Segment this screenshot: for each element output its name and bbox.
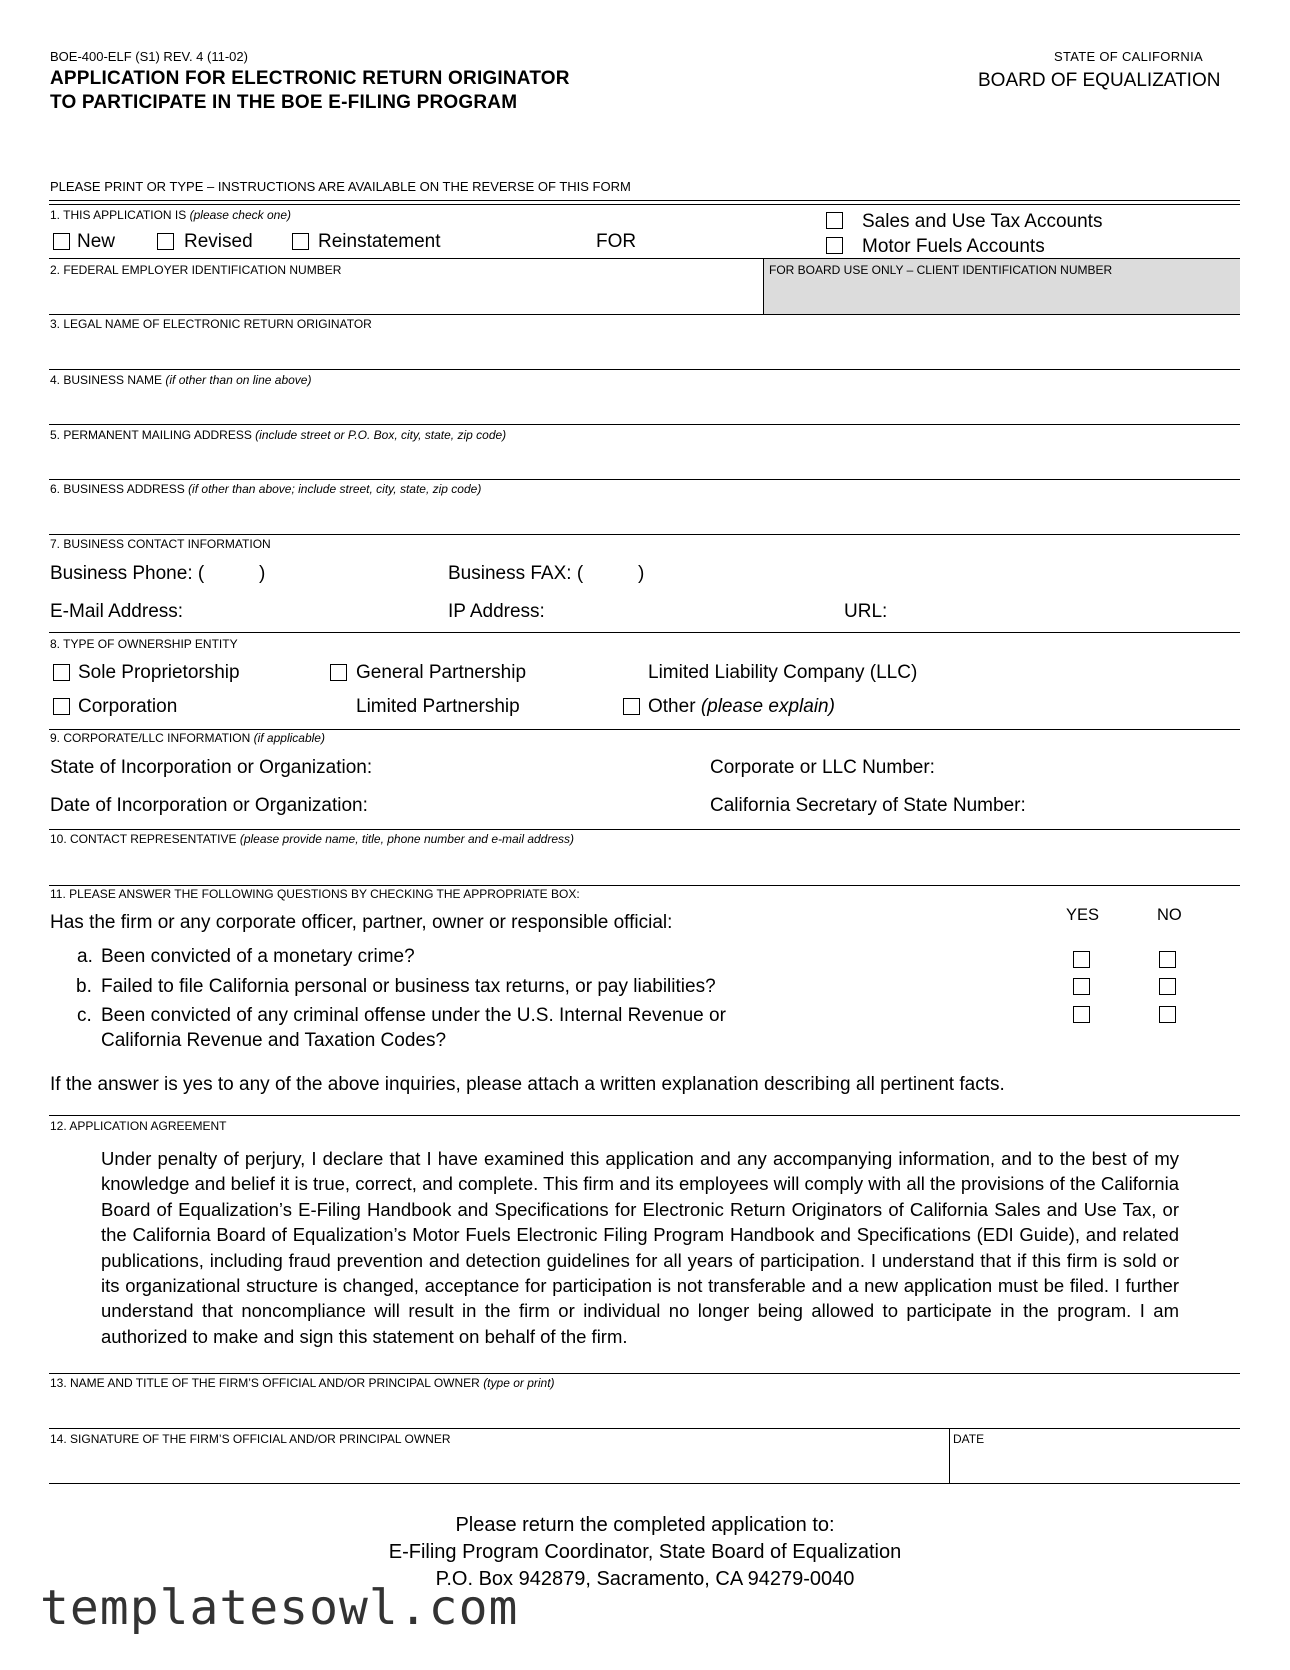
contact-representative-field[interactable]	[50, 848, 1240, 882]
sec6-label: 6. BUSINESS ADDRESS (if other than above; include street, city, state, zip code)	[50, 482, 482, 496]
question-b-no-checkbox[interactable]	[1159, 978, 1176, 995]
sec2-label: 2. FEDERAL EMPLOYER IDENTIFICATION NUMBER	[50, 263, 342, 277]
question-a-text: Been convicted of a monetary crime?	[101, 946, 415, 967]
url-field[interactable]	[894, 598, 1234, 624]
application-agreement-text: Under penalty of perjury, I declare that I have examined this application and any accompanying information, and to the best of my knowledge and belief it is true, correct, and complete. This firm and its employees will comply with all the provisions of the California Board of Equalization’s E-Filing Handbook and Specifications for Electronic Return Originators of California Sales and Use Tax, or the California Board of Equalization’s Motor Fuels Electronic Filing Program Handbook and Specifications (EDI Guide), and related publications, including fraud prevention and detection guidelines for all years of participation. I understand that if this firm is sold or its organizational structure is changed, acceptance for participation is not transferable and a new application must be filed. I further understand that noncompliance will result in the firm or individual no longer being allowed to participate in the program. I am authorized to make and sign this statement on behalf of the firm.	[101, 1148, 1179, 1347]
secretary-of-state-number-field[interactable]	[1032, 792, 1234, 818]
question-c-text-line1: Been convicted of any criminal offense under the U.S. Internal Revenue or	[101, 1005, 726, 1026]
question-a-letter: a.	[77, 946, 93, 967]
date-label: DATE	[953, 1432, 985, 1446]
question-a-yes-checkbox[interactable]	[1073, 951, 1090, 968]
state-of-incorporation-field[interactable]	[382, 754, 702, 780]
sec7-label: 7. BUSINESS CONTACT INFORMATION	[50, 537, 271, 551]
agency-label: BOARD OF EQUALIZATION	[978, 70, 1221, 91]
business-phone-field[interactable]	[280, 560, 440, 586]
sole-proprietorship-checkbox[interactable]	[53, 664, 70, 681]
sec1-label: 1. THIS APPLICATION IS (please check one)	[50, 208, 291, 222]
corporation-label: Corporation	[78, 696, 178, 717]
corporation-checkbox[interactable]	[53, 698, 70, 715]
revised-checkbox[interactable]	[157, 233, 174, 250]
question-b-text: Failed to file California personal or business tax returns, or pay liabilities?	[101, 976, 716, 997]
fein-field[interactable]	[50, 278, 755, 312]
business-phone-label: Business Phone: (	[50, 563, 205, 584]
signature-field[interactable]	[50, 1448, 940, 1482]
state-of-incorporation-label: State of Incorporation or Organization:	[50, 757, 373, 778]
sec14-label: 14. SIGNATURE OF THE FIRM’S OFFICIAL AND/OR PRINCIPAL OWNER	[50, 1432, 451, 1446]
board-use-label: FOR BOARD USE ONLY – CLIENT IDENTIFICATION NUMBER	[769, 263, 1113, 277]
ip-address-field[interactable]	[556, 598, 826, 624]
sec11-question: Has the firm or any corporate officer, partner, owner or responsible official:	[50, 912, 673, 933]
sole-proprietorship-label: Sole Proprietorship	[78, 662, 240, 683]
question-c-text-line2: California Revenue and Taxation Codes?	[101, 1030, 447, 1051]
sec11-label: 11. PLEASE ANSWER THE FOLLOWING QUESTIONS BY CHECKING THE APPROPRIATE BOX:	[50, 887, 580, 901]
corporate-number-field[interactable]	[944, 754, 1234, 780]
general-partnership-label: General Partnership	[356, 662, 527, 683]
other-entity-label: Other (please explain)	[648, 696, 835, 717]
question-a-no-checkbox[interactable]	[1159, 951, 1176, 968]
form-title-line2: TO PARTICIPATE IN THE BOE E-FILING PROGRAM	[50, 92, 518, 113]
form-title-line1: APPLICATION FOR ELECTRONIC RETURN ORIGINATOR	[50, 68, 570, 89]
motor-fuels-label: Motor Fuels Accounts	[862, 236, 1045, 257]
question-b-yes-checkbox[interactable]	[1073, 978, 1090, 995]
sales-tax-checkbox[interactable]	[826, 212, 843, 229]
question-c-yes-checkbox[interactable]	[1073, 1006, 1090, 1023]
general-partnership-checkbox[interactable]	[330, 664, 347, 681]
other-entity-checkbox[interactable]	[623, 698, 640, 715]
corporate-number-label: Corporate or LLC Number:	[710, 757, 935, 778]
url-label: URL:	[844, 601, 888, 622]
official-name-title-field[interactable]	[50, 1392, 1240, 1426]
business-fax-close: )	[638, 563, 645, 584]
sec5-label: 5. PERMANENT MAILING ADDRESS (include street or P.O. Box, city, state, zip code)	[50, 428, 507, 442]
limited-partnership-label: Limited Partnership	[356, 696, 520, 717]
business-name-field[interactable]	[50, 388, 1240, 422]
return-instructions-line1: Please return the completed application to:	[455, 1514, 835, 1536]
date-of-incorporation-label: Date of Incorporation or Organization:	[50, 795, 368, 816]
sec3-label: 3. LEGAL NAME OF ELECTRONIC RETURN ORIGINATOR	[50, 317, 372, 331]
reinstatement-checkbox[interactable]	[292, 233, 309, 250]
llc-label: Limited Liability Company (LLC)	[648, 662, 918, 683]
email-field[interactable]	[192, 598, 432, 624]
business-phone-close: )	[259, 563, 266, 584]
yes-column-header: YES	[1066, 906, 1100, 924]
question-c-letter: c.	[77, 1005, 92, 1026]
sec11-note: If the answer is yes to any of the above inquiries, please attach a written explanation describing all pertinent facts.	[50, 1074, 1005, 1095]
date-field[interactable]	[953, 1448, 1239, 1482]
new-label: New	[77, 231, 116, 252]
business-fax-field[interactable]	[660, 560, 1220, 586]
new-checkbox[interactable]	[53, 233, 70, 250]
motor-fuels-checkbox[interactable]	[826, 237, 843, 254]
email-label: E-Mail Address:	[50, 601, 184, 622]
instructions: PLEASE PRINT OR TYPE – INSTRUCTIONS ARE AVAILABLE ON THE REVERSE OF THIS FORM	[50, 179, 631, 194]
sales-tax-label: Sales and Use Tax Accounts	[862, 211, 1103, 232]
return-instructions-line3: P.O. Box 942879, Sacramento, CA 94279-0040	[435, 1568, 855, 1590]
for-label: FOR	[596, 231, 637, 252]
sec12-label: 12. APPLICATION AGREEMENT	[50, 1119, 227, 1133]
sec4-label: 4. BUSINESS NAME (if other than on line above)	[50, 373, 312, 387]
sec13-label: 13. NAME AND TITLE OF THE FIRM’S OFFICIAL AND/OR PRINCIPAL OWNER (type or print)	[50, 1376, 555, 1390]
sec10-label: 10. CONTACT REPRESENTATIVE (please provide name, title, phone number and e-mail address)	[50, 832, 575, 846]
ip-address-label: IP Address:	[448, 601, 545, 622]
revised-label: Revised	[184, 231, 253, 252]
date-of-incorporation-field[interactable]	[378, 792, 702, 818]
no-column-header: NO	[1157, 906, 1182, 924]
return-instructions-line2: E-Filing Program Coordinator, State Board of Equalization	[388, 1541, 902, 1563]
mailing-address-field[interactable]	[50, 443, 1240, 477]
question-b-letter: b.	[76, 976, 92, 997]
business-address-field[interactable]	[50, 497, 1240, 533]
legal-name-field[interactable]	[50, 332, 1240, 368]
business-fax-label: Business FAX: (	[448, 563, 584, 584]
sec8-label: 8. TYPE OF OWNERSHIP ENTITY	[50, 637, 238, 651]
reinstatement-label: Reinstatement	[318, 231, 441, 252]
state-label: STATE OF CALIFORNIA	[1054, 49, 1203, 64]
sec9-label: 9. CORPORATE/LLC INFORMATION (if applicable)	[50, 731, 325, 745]
question-c-no-checkbox[interactable]	[1159, 1006, 1176, 1023]
watermark: templatesowl.com	[40, 1580, 519, 1636]
secretary-of-state-number-label: California Secretary of State Number:	[710, 795, 1026, 816]
form-id: BOE-400-ELF (S1) REV. 4 (11-02)	[50, 49, 248, 64]
